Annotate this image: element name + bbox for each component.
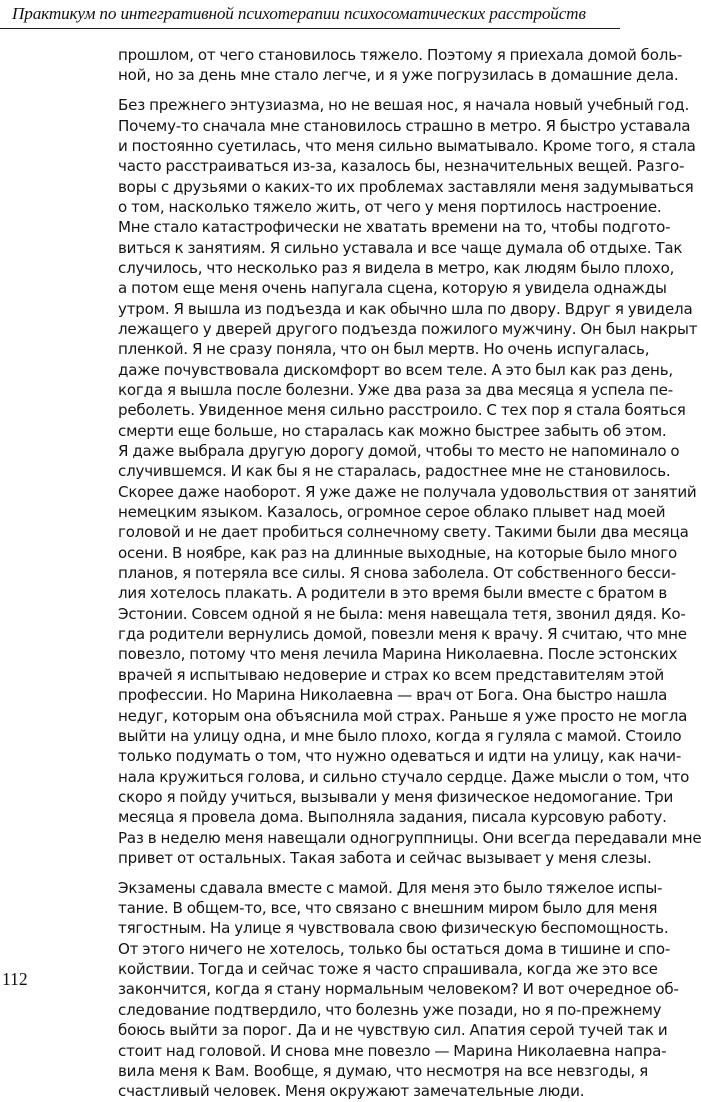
text-line: От этого ничего не хотелось, только бы остаться дома в тишине и спо- [118, 939, 671, 958]
text-line: реболеть. Увиденное меня сильно расстроило. С тех пор я стала бояться [118, 401, 686, 420]
text-line: пленкой. Я не сразу поняла, что он был мертв. Но очень испугалась, [118, 340, 650, 359]
paragraph [118, 878, 679, 1102]
text-line: даже почувствовала дискомфорт во всем теле. А это был как раз день, [118, 360, 673, 379]
text-line: привет от остальных. Такая забота и сейчас вызывает у меня слезы. [118, 848, 652, 867]
text-line: Скорее даже наоборот. Я уже даже не получала удовольствия от занятий [118, 482, 697, 501]
text-line: закончится, когда я стану нормальным человеком? И вот очередное об- [118, 980, 679, 999]
text-line: головой и не дает пробиться солнечному свету. Такими были два месяца [118, 523, 689, 542]
text-line: врачей я испытываю недоверие и страх ко всем представителям этой [118, 665, 664, 684]
text-line: о том, насколько тяжело жить, от чего у меня портилось настроение. [118, 197, 662, 216]
running-header: Практикум по интегративной психотерапии психосоматических расстройств [12, 4, 586, 23]
text-line: Экзамены сдавала вместе с мамой. Для меня это было тяжелое испы- [118, 878, 663, 897]
text-line: лия хотелось плакать. А родители в это время были вместе с братом в [118, 584, 668, 603]
text-line: Почему-то сначала мне становилось страшно в метро. Я быстро уставала [118, 116, 691, 135]
paragraph [118, 95, 701, 868]
text-line: недуг, которым она объяснила мой страх. Раньше я уже просто не могла [118, 706, 688, 725]
text-line: виться к занятиям. Я сильно уставала и все чаще думала об отдыхе. Так [118, 238, 683, 257]
text-line: только подумать о том, что нужно одеваться и идти на улицу, как начи- [118, 747, 682, 766]
text-line: воры с друзьями о каких-то их проблемах заставляли меня задумываться [118, 177, 694, 196]
text-line: профессии. Но Марина Николаевна — врач от Бога. Она быстро нашла [118, 686, 668, 705]
text-line: месяца я провела дома. Выполняла задания, писала курсовую работу. [118, 808, 667, 827]
text-line: Эстонии. Совсем одной я не была: меня навещала тетя, звонил дядя. Ко- [118, 604, 686, 623]
paragraph [118, 45, 683, 86]
text-line: боюсь выйти за порог. Да и не чувствую сил. Апатия серой тучей так и [118, 1021, 668, 1040]
text-line: следование подтвердило, что болезнь уже позади, но я по-прежнему [118, 1000, 662, 1019]
text-line: случившемся. И как бы я не старалась, радостнее мне не становилось. [118, 462, 671, 481]
text-line: утром. Я вышла из подъезда и как обычно шла по двору. Вдруг я увидела [118, 299, 693, 318]
text-line: часто расстраиваться из-за, казалось бы, незначительных вещей. Разго- [118, 157, 685, 176]
text-line: смерти еще больше, но старалась как можно быстрее забыть об этом. [118, 421, 667, 440]
text-line: выйти на улицу одна, и мне было плохо, когда я гуляла с мамой. Стоило [118, 726, 682, 745]
text-line: и постоянно суетилась, что меня сильно выматывало. Кроме того, я стала [118, 136, 696, 155]
text-line: стоит над головой. И снова мне повезло — Марина Николаевна напра- [118, 1041, 667, 1060]
text-line: а потом еще меня очень напугала сцена, которую я увидела однажды [118, 279, 667, 298]
text-line: вила меня к Вам. Вообще, я думаю, что несмотря на все невзгоды, я [118, 1061, 648, 1080]
text-line: повезло, потому что меня лечила Марина Николаевна. После эстонских [118, 645, 678, 664]
text-line: лежащего у дверей другого подъезда пожилого мужчину. Он был накрыт [118, 319, 698, 338]
text-line: тягостным. На улице я чувствовала свою физическую беспомощность. [118, 919, 669, 938]
text-line: случилось, что несколько раз я видела в метро, как людям было плохо, [118, 258, 675, 277]
text-line: койствии. Тогда и сейчас тоже я часто спрашивала, когда же это все [118, 960, 658, 979]
text-line: нала кружиться голова, и сильно стучало сердце. Даже мысли о том, что [118, 767, 690, 786]
text-line: когда я вышла после болезни. Уже два раза за два месяца я успела пе- [118, 381, 673, 399]
text-line: планов, я потеряла все силы. Я снова заболела. От собственного бесси- [118, 564, 676, 583]
text-line: осени. В ноябре, как раз на длинные выходные, на которые было много [118, 543, 677, 562]
text-line: скоро я пойду учиться, вызывали у меня физическое недомогание. Три [118, 787, 674, 806]
text-line: счастливый человек. Меня окружают замечательные люди. [118, 1082, 585, 1101]
text-line: Раз в неделю меня навещали одногруппницы. Они всегда передавали мне [118, 828, 701, 847]
text-line: немецким языком. Казалось, огромное серое облако плывет над моей [118, 503, 666, 522]
page-number: 112 [2, 969, 28, 989]
text-line: Я даже выбрала другую дорогу домой, чтобы то место не напоминало о [118, 442, 680, 461]
text-line: Мне стало катастрофически не хватать времени на то, чтобы подгото- [118, 218, 671, 237]
text-line: ной, но за день мне стало легче, и я уже погрузилась в домашние дела. [118, 66, 679, 85]
text-line: тание. В общем-то, все, что связано с внешним миром было для меня [118, 899, 658, 918]
body-text [118, 45, 701, 1102]
text-line: Без прежнего энтузиазма, но не вешая нос, я начала новый учебный год. [118, 96, 690, 115]
text-line: прошлом, от чего становилось тяжело. Поэтому я приехала домой боль- [118, 46, 683, 64]
header-rule [0, 28, 620, 29]
text-line: гда родители вернулись домой, повезли меня к врачу. Я считаю, что мне [118, 625, 687, 644]
